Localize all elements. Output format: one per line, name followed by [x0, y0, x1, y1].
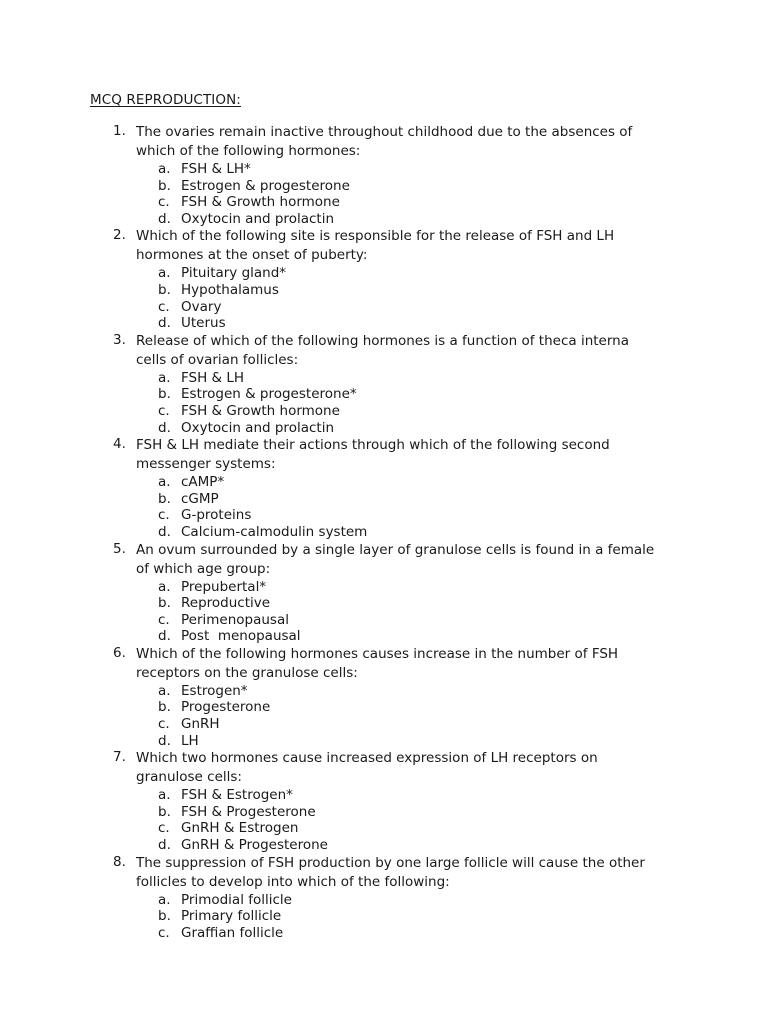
answer-option [0, 386, 768, 403]
option-letter: c. [158, 924, 170, 941]
option-letter: c. [158, 820, 170, 837]
answer-option [0, 474, 768, 491]
question-item [0, 227, 768, 331]
page-title: MCQ REPRODUCTION: [90, 92, 241, 108]
option-text: FSH & LH [181, 369, 245, 386]
option-letter: b. [158, 281, 171, 298]
answer-option [0, 595, 768, 612]
question-item [0, 541, 768, 645]
option-letter: a. [158, 578, 171, 595]
option-text: Graffian follicle [181, 924, 284, 941]
question-text: Which of the following site is responsible for the release of FSH and LH hormones at the onset of puberty: [136, 228, 615, 264]
option-text: LH [181, 732, 199, 749]
option-letter: d. [158, 315, 171, 332]
answer-option [0, 908, 768, 925]
question-text: The suppression of FSH production by one large follicle will cause the other follicles to develop into which of the following: [136, 854, 645, 890]
answer-option [0, 837, 768, 854]
question-item [0, 436, 768, 540]
option-list [0, 683, 768, 749]
option-letter: d. [158, 419, 171, 436]
option-letter: b. [158, 699, 171, 716]
answer-option [0, 194, 768, 211]
question-text: Release of which of the following hormones is a function of theca interna cells of ovarian follicles: [136, 332, 629, 368]
option-letter: a. [158, 474, 171, 491]
option-text: G-proteins [181, 507, 252, 524]
option-list [0, 787, 768, 853]
answer-option [0, 628, 768, 645]
option-letter: d. [158, 732, 171, 749]
option-list [0, 265, 768, 331]
option-text: Estrogen* [181, 682, 248, 699]
answer-option [0, 370, 768, 387]
option-text: cAMP* [181, 474, 225, 491]
option-text: Oxytocin and prolactin [181, 419, 334, 436]
option-text: GnRH [181, 716, 220, 733]
option-list [0, 474, 768, 540]
option-letter: d. [158, 628, 171, 645]
option-letter: d. [158, 837, 171, 854]
question-text: An ovum surrounded by a single layer of granulose cells is found in a female of which age group: [136, 541, 655, 577]
option-text: Progesterone [181, 699, 271, 716]
option-text: Hypothalamus [181, 281, 279, 298]
question-item [0, 645, 768, 749]
question-text: FSH & LH mediate their actions through which of the following second messenger systems: [136, 437, 610, 473]
answer-option [0, 612, 768, 629]
option-list [0, 370, 768, 436]
option-text: Uterus [181, 315, 226, 332]
question-number: 2. [113, 227, 126, 244]
answer-option [0, 299, 768, 316]
option-letter: c. [158, 402, 170, 419]
option-text: FSH & LH* [181, 161, 251, 177]
answer-option [0, 683, 768, 700]
question-text: The ovaries remain inactive throughout childhood due to the absences of which of the following hormones: [136, 124, 633, 159]
option-text: Prepubertal* [181, 578, 267, 595]
question-number: 5. [113, 540, 126, 557]
question-number: 6. [113, 644, 126, 661]
answer-option [0, 491, 768, 508]
option-text: Estrogen & progesterone* [181, 386, 357, 403]
option-letter: c. [158, 611, 170, 628]
option-letter: c. [158, 298, 170, 315]
answer-option [0, 161, 768, 178]
option-letter: b. [158, 386, 171, 403]
option-letter: a. [158, 161, 171, 177]
answer-option [0, 524, 768, 541]
answer-option [0, 211, 768, 228]
option-letter: a. [158, 682, 171, 699]
question-number: 7. [113, 749, 126, 766]
answer-option [0, 820, 768, 837]
option-letter: b. [158, 490, 171, 507]
answer-option [0, 925, 768, 942]
option-text: Primodial follicle [181, 891, 292, 908]
option-text: Estrogen & progesterone [181, 177, 350, 194]
option-letter: a. [158, 891, 171, 908]
option-letter: d. [158, 523, 171, 540]
option-text: FSH & Growth hormone [181, 194, 340, 211]
answer-option [0, 787, 768, 804]
option-list [0, 892, 768, 942]
option-letter: a. [158, 369, 171, 386]
option-letter: a. [158, 265, 171, 282]
question-text: Which two hormones cause increased expression of LH receptors on granulose cells: [136, 750, 598, 786]
option-letter: b. [158, 595, 171, 612]
option-letter: b. [158, 803, 171, 820]
option-letter: c. [158, 194, 170, 211]
option-text: GnRH & Progesterone [181, 837, 328, 854]
answer-option [0, 733, 768, 750]
option-text: Post menopausal [181, 628, 301, 645]
option-text: Pituitary gland* [181, 265, 287, 282]
question-item [0, 332, 768, 436]
option-text: Reproductive [181, 595, 271, 612]
option-list [0, 161, 768, 227]
answer-option [0, 265, 768, 282]
question-item [0, 749, 768, 853]
option-letter: d. [158, 210, 171, 227]
option-text: Perimenopausal [181, 611, 289, 628]
answer-option [0, 315, 768, 332]
option-list [0, 579, 768, 645]
option-text: FSH & Growth hormone [181, 402, 340, 419]
answer-option [0, 804, 768, 821]
answer-option [0, 579, 768, 596]
option-letter: c. [158, 716, 170, 733]
option-text: GnRH & Estrogen [181, 820, 299, 837]
option-text: Oxytocin and prolactin [181, 210, 334, 227]
option-text: FSH & Progesterone [181, 803, 316, 820]
answer-option [0, 716, 768, 733]
answer-option [0, 178, 768, 195]
option-letter: a. [158, 787, 171, 804]
option-letter: b. [158, 177, 171, 194]
question-item [0, 123, 768, 227]
answer-option [0, 420, 768, 437]
question-list [0, 123, 768, 941]
question-number: 4. [113, 436, 126, 453]
option-letter: c. [158, 507, 170, 524]
option-text: Calcium-calmodulin system [181, 523, 368, 540]
answer-option [0, 403, 768, 420]
option-text: Primary follicle [181, 908, 282, 925]
option-letter: b. [158, 908, 171, 925]
answer-option [0, 507, 768, 524]
answer-option [0, 699, 768, 716]
answer-option [0, 282, 768, 299]
answer-option [0, 892, 768, 909]
option-text: cGMP [181, 490, 219, 507]
option-text: Ovary [181, 298, 222, 315]
question-item [0, 854, 768, 942]
question-text: Which of the following hormones causes increase in the number of FSH receptors on the granulose cells: [136, 645, 619, 681]
option-text: FSH & Estrogen* [181, 787, 293, 804]
question-number: 3. [113, 331, 126, 348]
question-number: 1. [113, 123, 126, 139]
question-number: 8. [113, 853, 126, 870]
